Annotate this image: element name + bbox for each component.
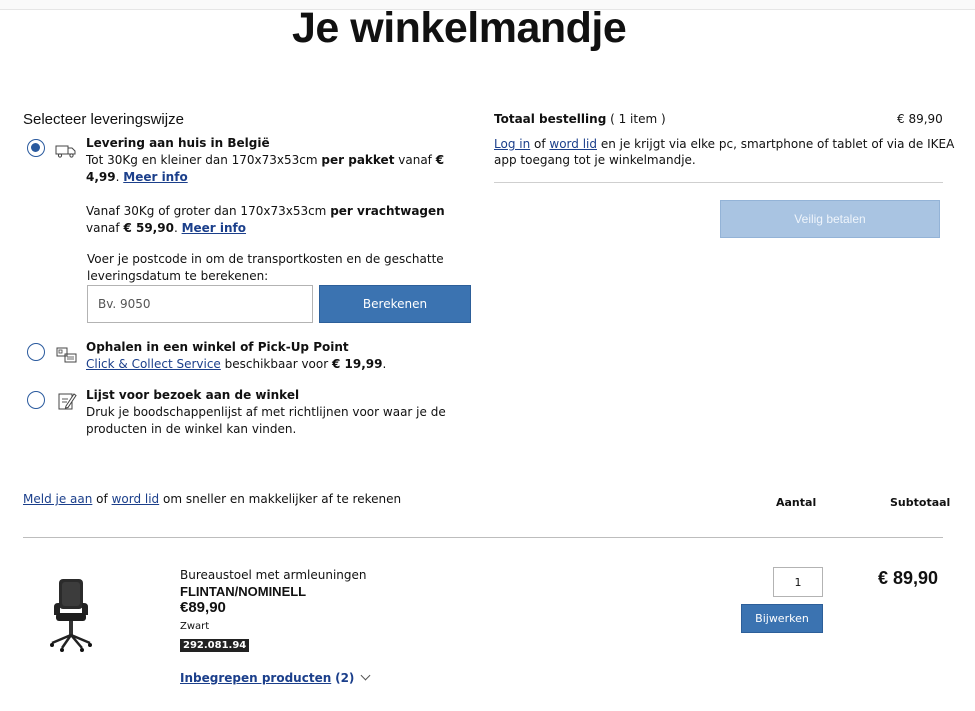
cart-divider bbox=[23, 537, 943, 538]
cart-signin-hint: Meld je aan of word lid om sneller en makkelijker af te rekenen bbox=[23, 492, 402, 506]
postcode-instruction-2: leveringsdatum te berekenen: bbox=[87, 269, 269, 283]
page-title: Je winkelmandje bbox=[292, 4, 627, 52]
summary-divider bbox=[494, 182, 943, 183]
home-delivery-line3: Vanaf 30Kg of groter dan 170x73x53cm per vrachtwagen bbox=[86, 204, 445, 218]
column-quantity: Aantal bbox=[776, 496, 817, 509]
item-name[interactable]: FLINTAN/NOMINELL bbox=[180, 584, 307, 599]
register-link[interactable]: word lid bbox=[549, 137, 597, 151]
item-color: Zwart bbox=[180, 621, 210, 632]
chevron-down-icon bbox=[361, 671, 371, 681]
quantity-input[interactable] bbox=[773, 567, 823, 597]
item-subtotal: € 89,90 bbox=[878, 568, 939, 588]
signin-link[interactable]: Meld je aan bbox=[23, 492, 93, 506]
delivery-heading: Selecteer leveringswijze bbox=[23, 111, 184, 128]
login-link[interactable]: Log in bbox=[494, 137, 531, 151]
shopping-list-icon bbox=[56, 391, 78, 411]
delivery-radio-pickup[interactable] bbox=[27, 343, 45, 361]
list-title: Lijst voor bezoek aan de winkel bbox=[86, 388, 300, 402]
home-delivery-line1: Tot 30Kg en kleiner dan 170x73x53cm per pakket vanaf € bbox=[86, 153, 445, 167]
pickup-line: Click & Collect Service beschikbaar voor € 19,99. bbox=[86, 357, 387, 371]
calculate-button[interactable]: Berekenen bbox=[319, 285, 471, 323]
store-pickup-icon bbox=[56, 345, 78, 365]
delivery-radio-home[interactable] bbox=[27, 139, 45, 157]
postcode-input[interactable] bbox=[87, 285, 313, 323]
list-line2: producten in de winkel kan vinden. bbox=[86, 422, 297, 436]
item-article-number: 292.081.94 bbox=[180, 639, 249, 652]
home-delivery-title: Levering aan huis in België bbox=[86, 136, 270, 150]
more-info-link-parcel[interactable]: Meer info bbox=[123, 170, 188, 184]
more-info-link-truck[interactable]: Meer info bbox=[181, 221, 247, 235]
office-chair-icon[interactable] bbox=[42, 575, 102, 655]
login-hint-line1: Log in of word lid en je krijgt via elke pc, smartphone of tablet of via de IKEA bbox=[494, 137, 955, 151]
order-total-amount: € 89,90 bbox=[897, 112, 943, 126]
order-total-label: Totaal bestelling ( 1 item ) bbox=[494, 112, 666, 126]
home-delivery-line4: vanaf € 59,90. Meer info bbox=[86, 221, 247, 235]
pickup-title: Ophalen in een winkel of Pick-Up Point bbox=[86, 340, 349, 354]
cart-register-link[interactable]: word lid bbox=[111, 492, 160, 506]
column-subtotal: Subtotaal bbox=[890, 496, 951, 509]
update-button[interactable]: Bijwerken bbox=[741, 604, 823, 633]
included-products-toggle[interactable]: Inbegrepen producten (2) bbox=[180, 670, 369, 687]
click-collect-link[interactable]: Click & Collect Service bbox=[86, 357, 221, 371]
secure-pay-button[interactable]: Veilig betalen bbox=[720, 200, 940, 238]
item-description: Bureaustoel met armleuningen bbox=[180, 568, 367, 582]
home-delivery-line2: 4,99. Meer info bbox=[86, 170, 188, 184]
item-price: €89,90 bbox=[180, 599, 226, 616]
delivery-radio-list[interactable] bbox=[27, 391, 45, 409]
postcode-instruction-1: Voer je postcode in om de transportkosten en de geschatte bbox=[87, 252, 444, 266]
truck-icon bbox=[55, 141, 77, 161]
login-hint-line2: app toegang tot je winkelmandje. bbox=[494, 153, 696, 167]
list-line1: Druk je boodschappenlijst af met richtlijnen voor waar je de bbox=[86, 405, 446, 419]
